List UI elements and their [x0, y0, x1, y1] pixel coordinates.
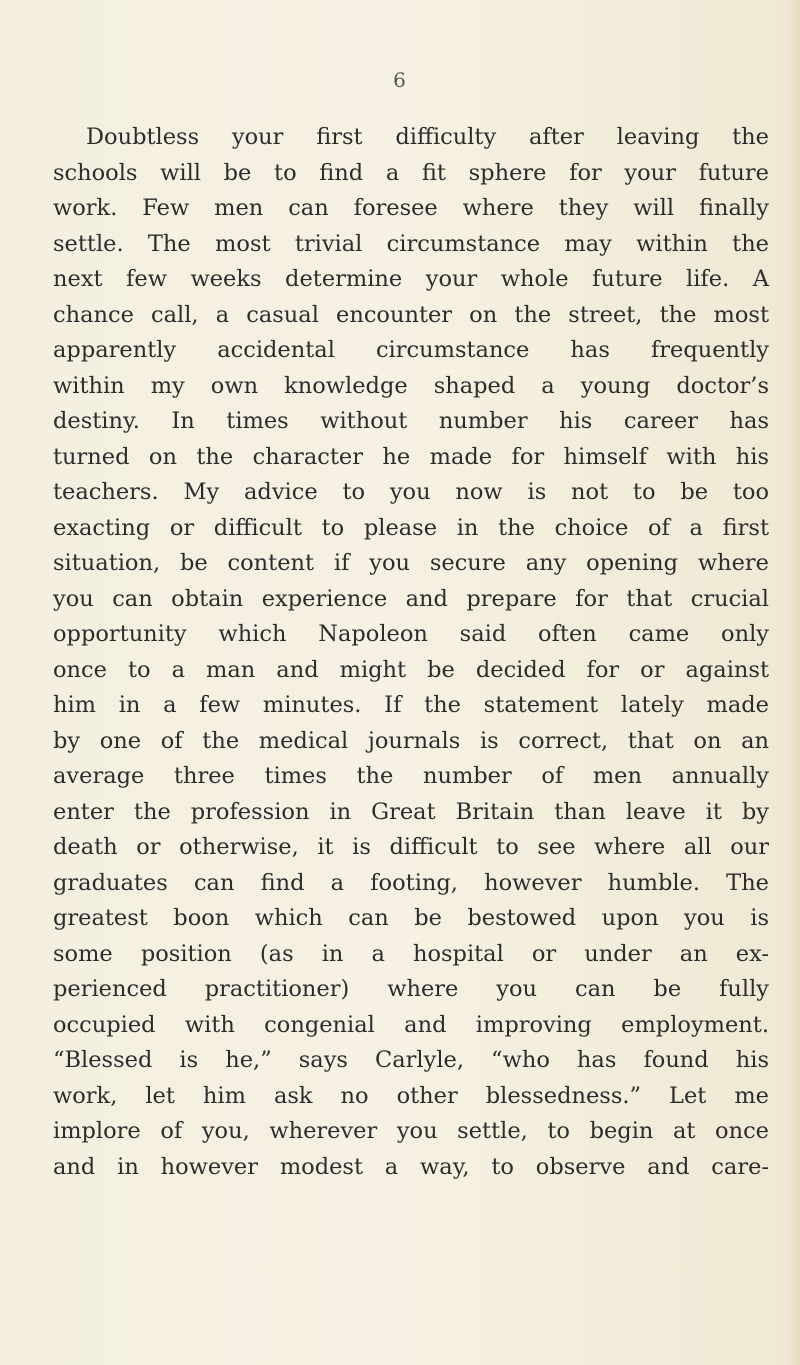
text-line: death or otherwise, it is difficult to see where all our	[53, 834, 769, 860]
text-line: enter the profession in Great Britain than leave it by	[53, 798, 769, 825]
text-line: occupied with congenial and improving employment.	[53, 1011, 769, 1038]
text-line: Doubtless your first difficulty after leaving the	[86, 124, 769, 150]
text-line: work. Few men can foresee where they will finally	[53, 195, 769, 221]
text-line: destiny. In times without number his career has	[53, 408, 769, 434]
body-paragraph	[53, 120, 769, 1185]
page-number: 6	[393, 68, 407, 92]
text-line: by one of the medical journals is correct, that on an	[53, 727, 769, 754]
text-line: “Blessed is he,” says Carlyle, “who has found his	[53, 1047, 769, 1073]
text-line: him in a few minutes. If the statement lately made	[53, 692, 769, 718]
text-line: implore of you, wherever you settle, to begin at once	[53, 1118, 769, 1144]
text-line: turned on the character he made for himself with his	[53, 443, 769, 470]
text-line: average three times the number of men annually	[53, 763, 769, 789]
page-edge	[786, 0, 800, 1365]
text-line: opportunity which Napoleon said often came only	[53, 621, 769, 647]
text-line: perienced practitioner) where you can be fully	[53, 976, 769, 1002]
text-line: once to a man and might be decided for or against	[53, 656, 769, 683]
text-line: teachers. My advice to you now is not to be too	[53, 479, 769, 505]
text-line: work, let him ask no other blessedness.” Let me	[53, 1082, 769, 1109]
text-line: chance call, a casual encounter on the street, the most	[53, 301, 769, 328]
text-line: settle. The most trivial circumstance may within the	[53, 230, 769, 257]
text-line: greatest boon which can be bestowed upon you is	[53, 905, 769, 931]
text-line: some position (as in a hospital or under an ex-	[53, 940, 769, 967]
text-line: within my own knowledge shaped a young doctor’s	[53, 372, 769, 399]
text-line: situation, be content if you secure any opening where	[53, 550, 769, 576]
text-line: apparently accidental circumstance has frequently	[53, 337, 769, 363]
text-line: and in however modest a way, to observe and care-	[53, 1153, 769, 1180]
text-line: graduates can find a footing, however humble. The	[53, 869, 769, 896]
text-line: schools will be to find a fit sphere for your future	[53, 159, 769, 186]
text-line: next few weeks determine your whole future life. A	[53, 266, 769, 292]
text-line: exacting or difficult to please in the choice of a first	[53, 514, 769, 541]
text-line: you can obtain experience and prepare for that crucial	[53, 585, 769, 612]
